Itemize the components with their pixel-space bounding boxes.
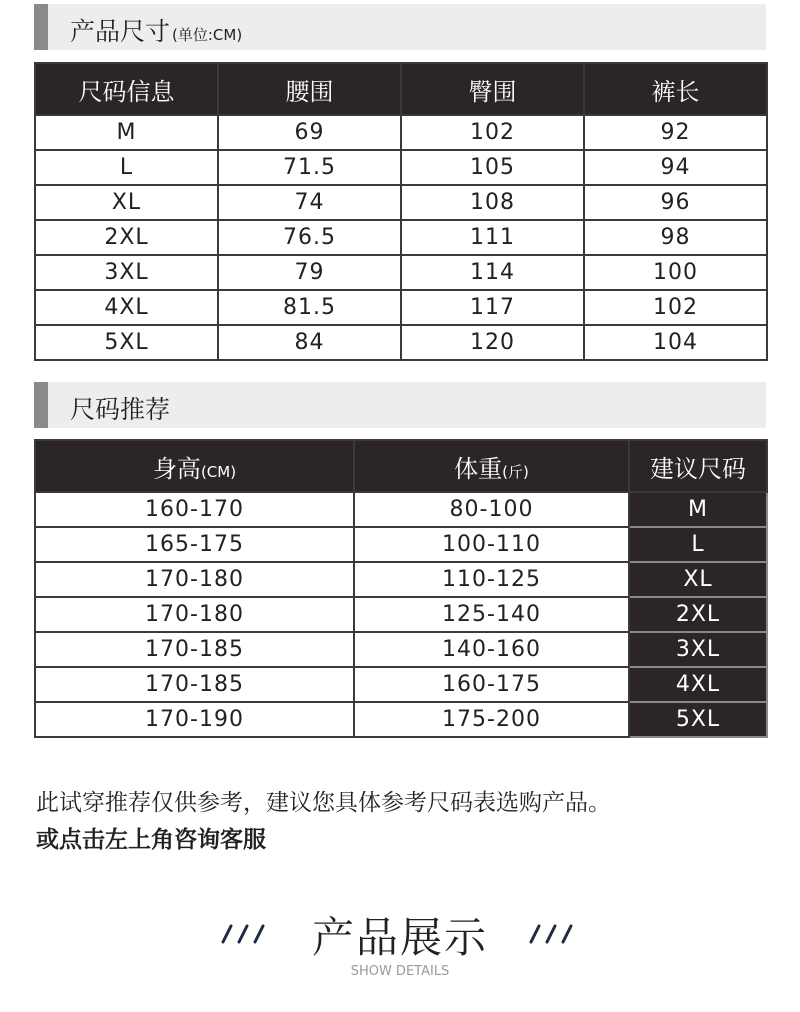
customer-service-note: 或点击左上角咨询客服 (36, 827, 266, 853)
section-title (70, 12, 242, 48)
size-table-row (35, 185, 767, 220)
rec-table-cell: 100-110 (354, 527, 629, 562)
rec-table-row (35, 597, 767, 632)
showcase-title: 产品展示 (311, 913, 488, 962)
rec-table-cell: 140-160 (354, 632, 629, 667)
rec-table-cell: 110-125 (354, 562, 629, 597)
rec-table-row (35, 632, 767, 667)
header-height-label: 身高 (152, 454, 201, 483)
rec-table-cell: 5XL (629, 702, 767, 737)
size-table-row (35, 255, 767, 290)
rec-table-cell: L (629, 527, 767, 562)
rec-table-row (35, 527, 767, 562)
rec-table-row (35, 702, 767, 737)
size-table (34, 62, 768, 361)
header-weight (354, 440, 629, 492)
rec-table-row (35, 492, 767, 527)
size-table-cell: 96 (584, 185, 767, 220)
header-weight-label: 体重 (454, 454, 503, 483)
size-table-cell: 98 (584, 220, 767, 255)
section-accent-bar (34, 4, 48, 50)
size-table-cell: XL (35, 185, 218, 220)
rec-table-header-row (35, 440, 767, 492)
size-table-cell: 114 (401, 255, 584, 290)
section-accent-bar (34, 382, 48, 428)
size-table-cell: 108 (401, 185, 584, 220)
rec-table-cell: 125-140 (354, 597, 629, 632)
size-section-header (34, 4, 766, 50)
size-table-row (35, 290, 767, 325)
rec-table-cell: 170-190 (35, 702, 354, 737)
rec-table-cell: 2XL (629, 597, 767, 632)
rec-table-cell: 170-185 (35, 632, 354, 667)
size-table-cell: 3XL (35, 255, 218, 290)
size-table-cell: 117 (401, 290, 584, 325)
rec-table-cell: 160-175 (354, 667, 629, 702)
size-table-cell: L (35, 150, 218, 185)
showcase-subtitle: SHOW DETAILS (350, 964, 450, 979)
header-hip: 臀围 (401, 63, 584, 115)
size-table-cell: 92 (584, 115, 767, 150)
size-table-row (35, 150, 767, 185)
size-table-cell: 100 (584, 255, 767, 290)
rec-table-cell: 175-200 (354, 702, 629, 737)
rec-section-title: 尺码推荐 (70, 395, 171, 424)
header-height-unit: (CM) (200, 462, 237, 481)
size-table-cell: 94 (584, 150, 767, 185)
size-section-unit: (单位:CM) (172, 26, 243, 44)
size-table-header-row (35, 63, 767, 115)
header-size-info: 尺码信息 (35, 63, 218, 115)
size-table-cell: 84 (218, 325, 401, 360)
header-suggested-size: 建议尺码 (629, 440, 767, 492)
size-section-title: 产品尺寸 (70, 17, 171, 46)
size-table-cell: 4XL (35, 290, 218, 325)
size-table-cell: 74 (218, 185, 401, 220)
rec-table-cell: 3XL (629, 632, 767, 667)
size-table-cell: 111 (401, 220, 584, 255)
header-height (35, 440, 354, 492)
rec-table-cell: XL (629, 562, 767, 597)
recommendation-note: 此试穿推荐仅供参考，建议您具体参考尺码表选购产品。 (36, 790, 611, 816)
size-table-cell: 105 (401, 150, 584, 185)
rec-table-cell: 4XL (629, 667, 767, 702)
size-table-cell: 5XL (35, 325, 218, 360)
header-waist: 腰围 (218, 63, 401, 115)
rec-table-cell: M (629, 492, 767, 527)
rec-table-cell: 170-180 (35, 562, 354, 597)
size-table-cell: 104 (584, 325, 767, 360)
recommendation-table (34, 439, 768, 738)
rec-table-cell: 80-100 (354, 492, 629, 527)
size-table-cell: 102 (401, 115, 584, 150)
header-length: 裤长 (584, 63, 767, 115)
header-weight-unit: (斤) (502, 462, 529, 481)
size-table-cell: 2XL (35, 220, 218, 255)
size-table-cell: 71.5 (218, 150, 401, 185)
size-table-cell: 120 (401, 325, 584, 360)
size-table-row (35, 325, 767, 360)
size-table-cell: 76.5 (218, 220, 401, 255)
size-table-cell: 69 (218, 115, 401, 150)
size-table-row (35, 220, 767, 255)
rec-table-cell: 165-175 (35, 527, 354, 562)
rec-section-header (34, 382, 766, 428)
rec-table-cell: 160-170 (35, 492, 354, 527)
size-table-cell: 81.5 (218, 290, 401, 325)
rec-table-row (35, 562, 767, 597)
size-table-cell: M (35, 115, 218, 150)
rec-table-row (35, 667, 767, 702)
rec-table-cell: 170-185 (35, 667, 354, 702)
decorative-slashes-right-icon (523, 922, 583, 944)
rec-table-cell: 170-180 (35, 597, 354, 632)
size-table-cell: 102 (584, 290, 767, 325)
size-table-row (35, 115, 767, 150)
size-table-cell: 79 (218, 255, 401, 290)
